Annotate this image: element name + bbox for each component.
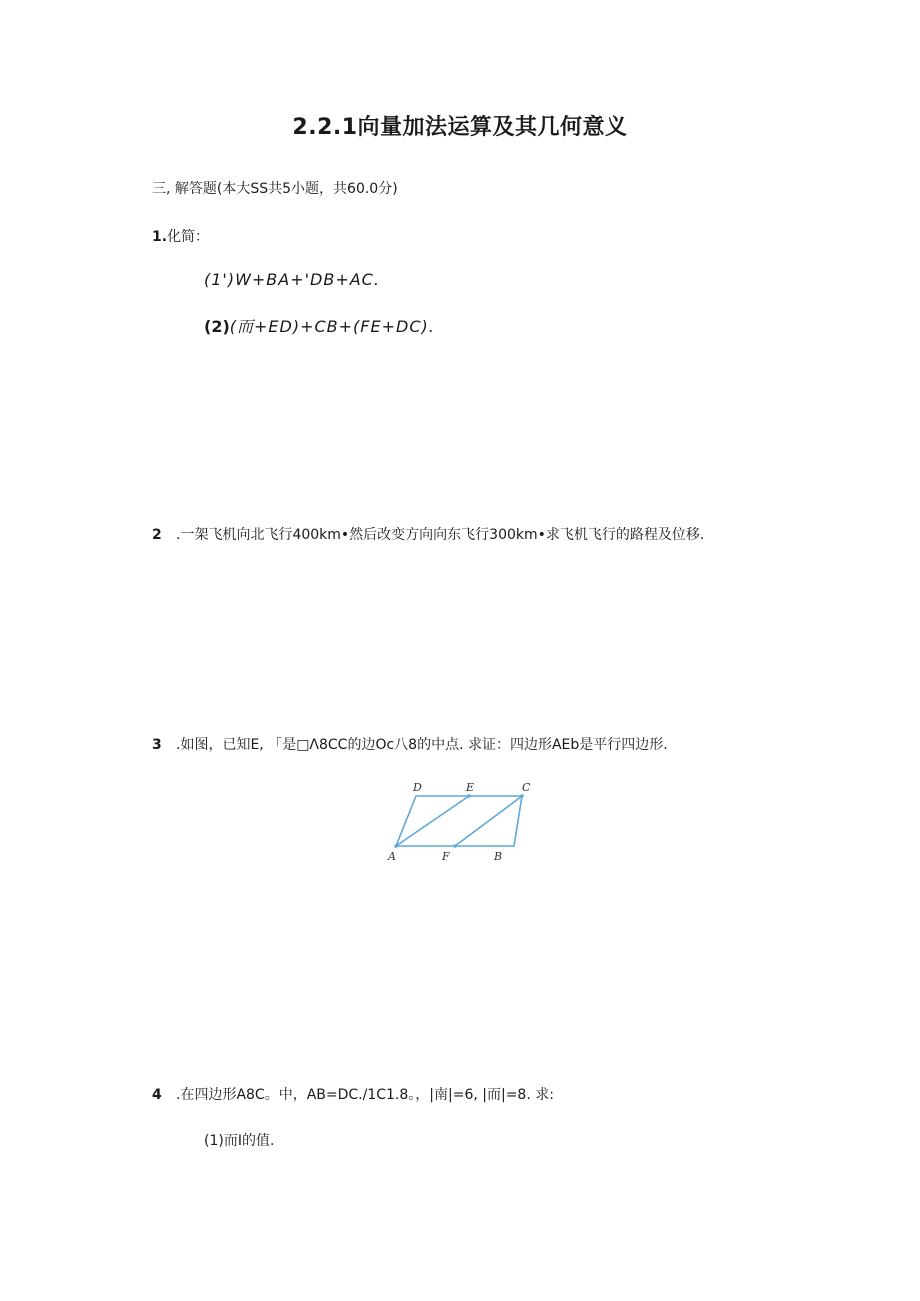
figure-lines bbox=[396, 796, 522, 846]
label-f: F bbox=[442, 850, 450, 863]
label-b: B bbox=[494, 850, 503, 863]
section-heading: 三, 解答题(本大SS共5小题，共60.0分) bbox=[152, 181, 398, 197]
question-text: 化简： bbox=[167, 229, 210, 245]
question-4 bbox=[152, 1084, 554, 1104]
question-1 bbox=[152, 226, 209, 246]
question-1-part-2 bbox=[204, 314, 435, 337]
question-1-part-1: (1')W+BA+'DB+AC. bbox=[204, 270, 380, 289]
point-c bbox=[520, 794, 524, 798]
label-c: C bbox=[522, 781, 531, 794]
question-number: 1. bbox=[152, 229, 168, 245]
question-number: 2 bbox=[152, 527, 162, 543]
question-text: .一架飞机向北飞行400km•然后改变方向向东飞行300km•求飞机飞行的路程及位移. bbox=[176, 527, 705, 543]
page-title: 2.2.1向量加法运算及其几何意义 bbox=[292, 115, 628, 140]
point-a bbox=[394, 844, 398, 848]
segment-fc bbox=[455, 796, 522, 846]
question-3 bbox=[152, 734, 668, 754]
point-e bbox=[467, 794, 471, 798]
question-text: .如图，已知E, 「是□Λ8CC的边Oc八8的中点. 求证：四边形AEb是平行四边形. bbox=[176, 737, 668, 753]
part-label: (2) bbox=[204, 317, 230, 336]
question-4-part-1: (1)而I的值. bbox=[204, 1133, 275, 1149]
question-2 bbox=[152, 524, 704, 544]
part-formula: (而+ED)+CB+(FE+DC). bbox=[229, 317, 435, 336]
segment-ae bbox=[396, 796, 469, 846]
label-d: D bbox=[413, 781, 422, 794]
question-text: .在四边形A8C。中，AB=DC./1C1.8。，|南|=6, |而|=8. 求: bbox=[176, 1087, 554, 1103]
question-number: 4 bbox=[152, 1087, 162, 1103]
parallelogram-figure bbox=[380, 778, 540, 868]
label-e: E bbox=[466, 781, 475, 794]
label-a: A bbox=[388, 850, 396, 863]
point-f bbox=[453, 844, 457, 848]
question-number: 3 bbox=[152, 737, 162, 753]
